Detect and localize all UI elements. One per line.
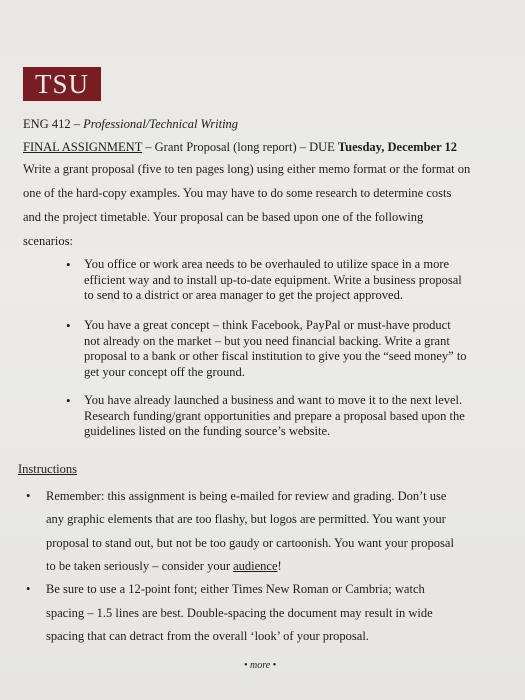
instruction-line: Be sure to use a 12-point font; either Times New Roman or Cambria; watch	[46, 582, 425, 596]
instructions-heading: Instructions	[18, 462, 78, 476]
scenario-item	[66, 318, 486, 380]
assignment-text: – Grant Proposal (long report) – DUE	[142, 140, 338, 154]
assignment-label: FINAL ASSIGNMENT	[23, 140, 143, 154]
instruction-line: spacing that can detract from the overall ‘look’ of your proposal.	[46, 629, 369, 643]
bullet-icon: •	[26, 582, 31, 596]
bullet-icon: •	[26, 489, 31, 503]
instruction-line: any graphic elements that are too flashy, but logos are permitted. You want your	[46, 512, 446, 526]
scenario-line: get your concept off the ground.	[84, 364, 245, 379]
scenario-line: to send to a district or area manager to get the project approved.	[84, 288, 403, 302]
instruction-line	[46, 559, 282, 574]
bullet-icon: •	[66, 393, 71, 408]
audience-word: audience	[233, 559, 278, 573]
scenario-line: proposal to a bank or other fiscal institution to give you the “seed money” to	[84, 349, 467, 363]
scenario-item	[66, 257, 486, 304]
intro-line: Write a grant proposal (five to ten pages long) using either memo format or the format on	[23, 162, 471, 176]
assignment-line	[23, 140, 457, 155]
instruction-text: to be taken seriously – consider your	[46, 559, 234, 573]
tsu-logo: TSU	[23, 67, 101, 101]
scenario-line: You have already launched a business and want to move it to the next level.	[84, 393, 463, 407]
instruction-line: Remember: this assignment is being e-mailed for review and grading. Don’t use	[46, 489, 447, 503]
course-code: ENG 412 –	[23, 117, 84, 131]
scenario-line: guidelines listed on the funding source’s website.	[84, 424, 331, 438]
intro-line: scenarios:	[23, 234, 73, 248]
scenario-line: Research funding/grant opportunities and prepare a proposal based upon the	[84, 408, 465, 423]
scenario-line: You office or work area needs to be overhauled to utilize space in a more	[84, 257, 450, 271]
instruction-line: proposal to stand out, but not be too gaudy or cartoonish. You want your proposal	[46, 536, 454, 550]
scenario-line: You have a great concept – think Facebook, PayPal or must-have product	[84, 318, 451, 332]
intro-line: and the project timetable. Your proposal can be based upon one of the following	[23, 210, 424, 224]
more-indicator: • more •	[244, 660, 277, 671]
scenario-line: not already on the market – but you need financial backing. Write a grant	[84, 333, 450, 348]
course-line	[23, 117, 238, 132]
bullet-icon: •	[66, 318, 71, 333]
instruction-text: !	[277, 559, 282, 573]
bullet-icon: •	[66, 257, 71, 272]
instruction-line: spacing – 1.5 lines are best. Double-spacing the document may result in wide	[46, 606, 433, 620]
intro-line: one of the hard-copy examples. You may have to do some research to determine costs	[23, 186, 452, 200]
scenario-item	[66, 393, 486, 440]
scenario-line: efficient way and to install up-to-date equipment. Write a business proposal	[84, 272, 462, 287]
due-date: Tuesday, December 12	[337, 140, 458, 154]
course-title: Professional/Technical Writing	[83, 117, 239, 131]
